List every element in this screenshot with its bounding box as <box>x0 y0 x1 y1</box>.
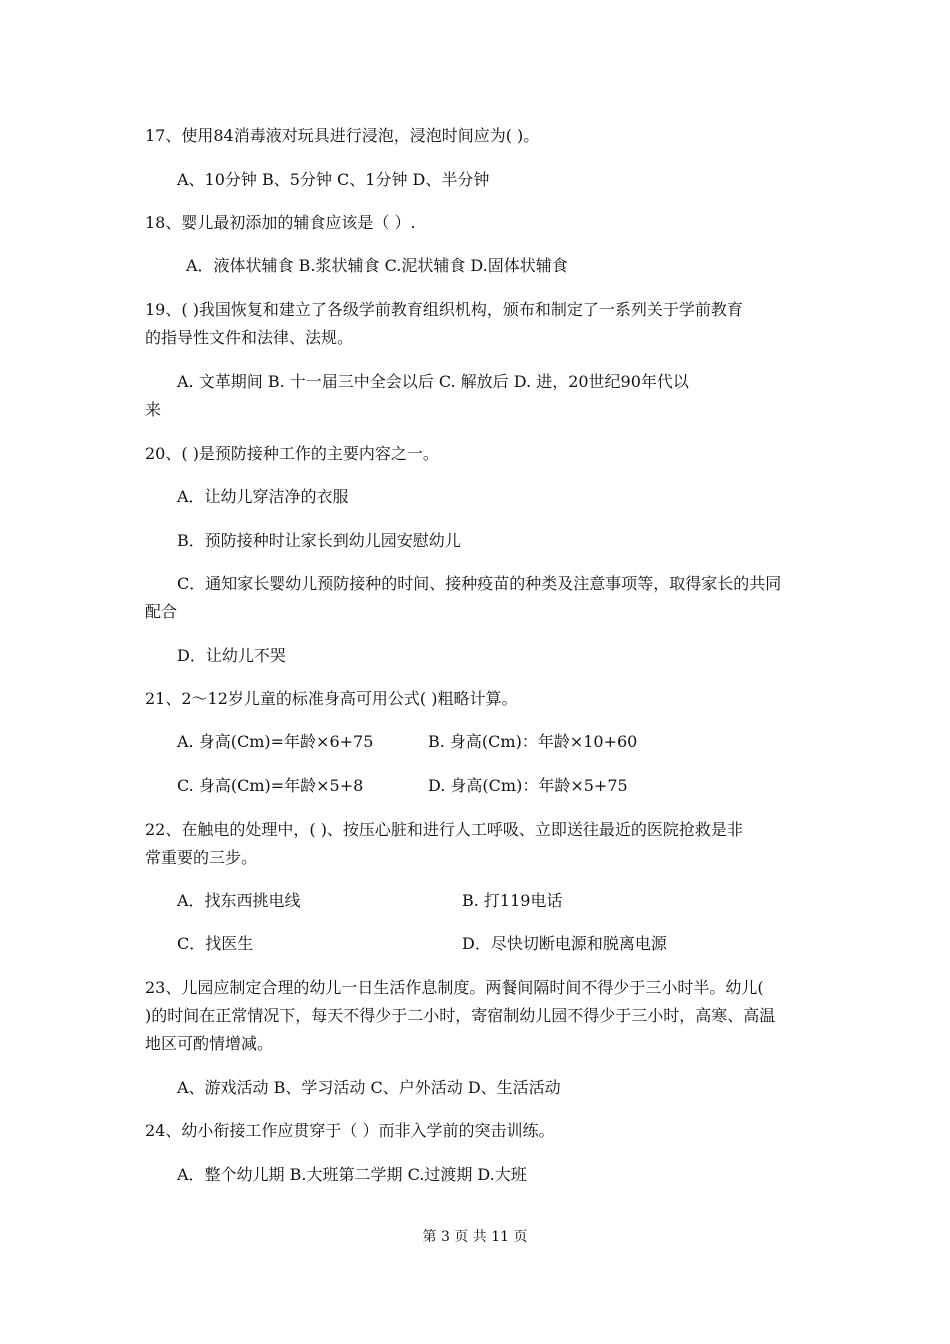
question-21-stem: 21、2～12岁儿童的标准身高可用公式( )粗略计算。 <box>145 689 518 708</box>
question-21-option-c: C. 身高(Cm)=年龄×5+8 <box>177 776 364 795</box>
question-24-stem: 24、幼小衔接工作应贯穿于（ ）而非入学前的突击训练。 <box>145 1121 555 1140</box>
question-20-option-a: A．让幼儿穿洁净的衣服 <box>177 487 349 506</box>
question-18-options: A．液体状辅食 B.浆状辅食 C.泥状辅食 D.固体状辅食 <box>186 256 568 275</box>
question-22-option-b: B. 打119电话 <box>462 891 563 910</box>
question-17-stem: 17、使用84消毒液对玩具进行浸泡，浸泡时间应为( )。 <box>145 126 540 145</box>
question-21-option-a: A. 身高(Cm)=年龄×6+75 <box>177 732 374 751</box>
question-19-options-cont: 来 <box>145 400 162 419</box>
question-22-option-a: A．找东西挑电线 <box>177 891 301 910</box>
question-22-stem: 22、在触电的处理中，( )、按压心脏和进行人工呼吸、立即送往最近的医院抢救是非 <box>145 820 743 839</box>
question-20-option-d: D．让幼儿不哭 <box>177 646 286 665</box>
question-22-stem-cont: 常重要的三步。 <box>145 848 258 867</box>
question-20-option-b: B．预防接种时让家长到幼儿园安慰幼儿 <box>177 531 461 550</box>
question-24-options: A．整个幼儿期 B.大班第二学期 C.过渡期 D.大班 <box>177 1165 527 1184</box>
question-21-option-b: B. 身高(Cm)：年龄×10+60 <box>428 732 638 751</box>
question-22-option-d: D．尽快切断电源和脱离电源 <box>462 934 667 953</box>
question-22-option-c: C．找医生 <box>177 934 254 953</box>
question-23-options: A、游戏活动 B、学习活动 C、户外活动 D、生活活动 <box>177 1078 561 1097</box>
question-19-stem-cont: 的指导性文件和法律、法规。 <box>145 328 354 347</box>
page-footer: 第 3 页 共 11 页 <box>422 1229 528 1245</box>
question-20-option-c: C．通知家长婴幼儿预防接种的时间、接种疫苗的种类及注意事项等，取得家长的共同 <box>177 574 782 593</box>
question-23-stem-cont-2: 地区可酌情增减。 <box>145 1034 274 1053</box>
question-18-stem: 18、婴儿最初添加的辅食应该是（ ）. <box>145 213 416 232</box>
question-17-options: A、10分钟 B、5分钟 C、1分钟 D、半分钟 <box>177 170 490 189</box>
question-20-option-c-cont: 配合 <box>145 602 178 621</box>
question-20-stem: 20、( )是预防接种工作的主要内容之一。 <box>145 444 439 463</box>
question-19-options: A. 文革期间 B. 十一届三中全会以后 C. 解放后 D. 进，20世纪90年代以 <box>177 372 689 391</box>
question-23-stem: 23、儿园应制定合理的幼儿一日生活作息制度。两餐间隔时间不得少于三小时半。幼儿( <box>145 978 764 997</box>
question-23-stem-cont-1: )的时间在正常情况下，每天不得少于二小时，寄宿制幼儿园不得少于三小时，高寒、高温 <box>145 1006 776 1025</box>
question-19-stem: 19、( )我国恢复和建立了各级学前教育组织机构，颁布和制定了一系列关于学前教育 <box>145 300 743 319</box>
question-21-option-d: D. 身高(Cm)：年龄×5+75 <box>428 776 628 795</box>
